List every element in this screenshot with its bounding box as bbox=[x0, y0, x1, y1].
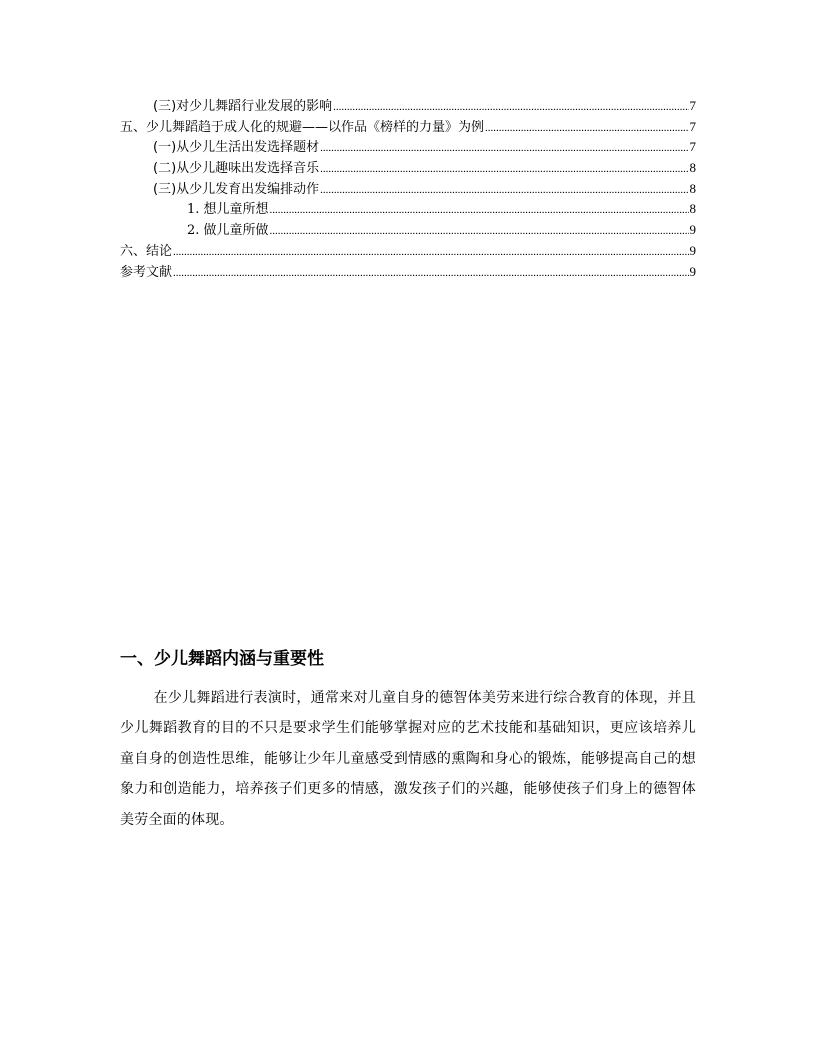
toc-entry-page: 7 bbox=[689, 98, 696, 113]
toc-entry-text: (二)从少儿趣味出发选择音乐 bbox=[153, 161, 320, 177]
toc-entry[interactable] bbox=[120, 262, 696, 283]
toc-entry-page: 9 bbox=[689, 263, 696, 279]
toc-entry-page: 7 bbox=[689, 118, 696, 134]
table-of-contents bbox=[120, 96, 696, 282]
toc-entry-text: 参考文献 bbox=[120, 264, 173, 280]
toc-entry[interactable] bbox=[120, 199, 696, 220]
toc-entry[interactable] bbox=[120, 96, 696, 117]
toc-entry-page: 7 bbox=[689, 139, 696, 155]
section-heading: 一、少儿舞蹈内涵与重要性 bbox=[120, 649, 324, 669]
toc-entry[interactable] bbox=[120, 117, 696, 138]
toc-leader-dots bbox=[270, 200, 689, 221]
toc-entry[interactable] bbox=[120, 220, 696, 241]
toc-leader-dots bbox=[173, 263, 688, 284]
body-paragraph: 在少儿舞蹈进行表演时，通常来对儿童自身的德智体美劳来进行综合教育的体现，并且少儿舞蹈教育的目的不只是要求学生们能够掌握对应的艺术技能和基础知识，更应该培养儿童自身的创造性思维，能够让少年儿童感受到情感的熏陶和身心的锻炼，能够提高自己的想象力和创造能力，培养孩子们更多的情感，激发孩子们的兴趣，能够使孩子们身上的德智体美劳全面的体现。 bbox=[120, 690, 696, 828]
toc-entry[interactable] bbox=[120, 137, 696, 158]
toc-entry-text: (一)从少儿生活出发选择题材 bbox=[153, 140, 320, 156]
toc-leader-dots bbox=[320, 180, 688, 201]
toc-entry[interactable] bbox=[120, 158, 696, 179]
toc-leader-dots bbox=[173, 242, 688, 263]
toc-entry-text: (三)对少儿舞蹈行业发展的影响 bbox=[153, 99, 333, 114]
toc-entry-text: 2. 做儿童所做 bbox=[187, 223, 269, 239]
toc-leader-dots bbox=[333, 97, 688, 118]
toc-entry[interactable] bbox=[120, 241, 696, 262]
toc-entry[interactable] bbox=[120, 179, 696, 200]
toc-leader-dots bbox=[485, 118, 688, 139]
toc-entry-page: 9 bbox=[689, 242, 696, 258]
toc-leader-dots bbox=[320, 159, 688, 180]
toc-entry-page: 9 bbox=[689, 222, 696, 238]
toc-leader-dots bbox=[270, 221, 689, 242]
toc-entry-page: 8 bbox=[689, 201, 696, 217]
toc-entry-text: 六、结论 bbox=[120, 243, 173, 259]
toc-entry-page: 8 bbox=[689, 180, 696, 196]
toc-leader-dots bbox=[320, 138, 688, 159]
toc-entry-text: 1. 想儿童所想 bbox=[187, 202, 269, 218]
toc-entry-text: 五、少儿舞蹈趋于成人化的规避——以作品《榜样的力量》为例 bbox=[120, 119, 485, 135]
toc-entry-page: 8 bbox=[689, 160, 696, 176]
toc-entry-text: (三)从少儿发育出发编排动作 bbox=[153, 181, 320, 197]
